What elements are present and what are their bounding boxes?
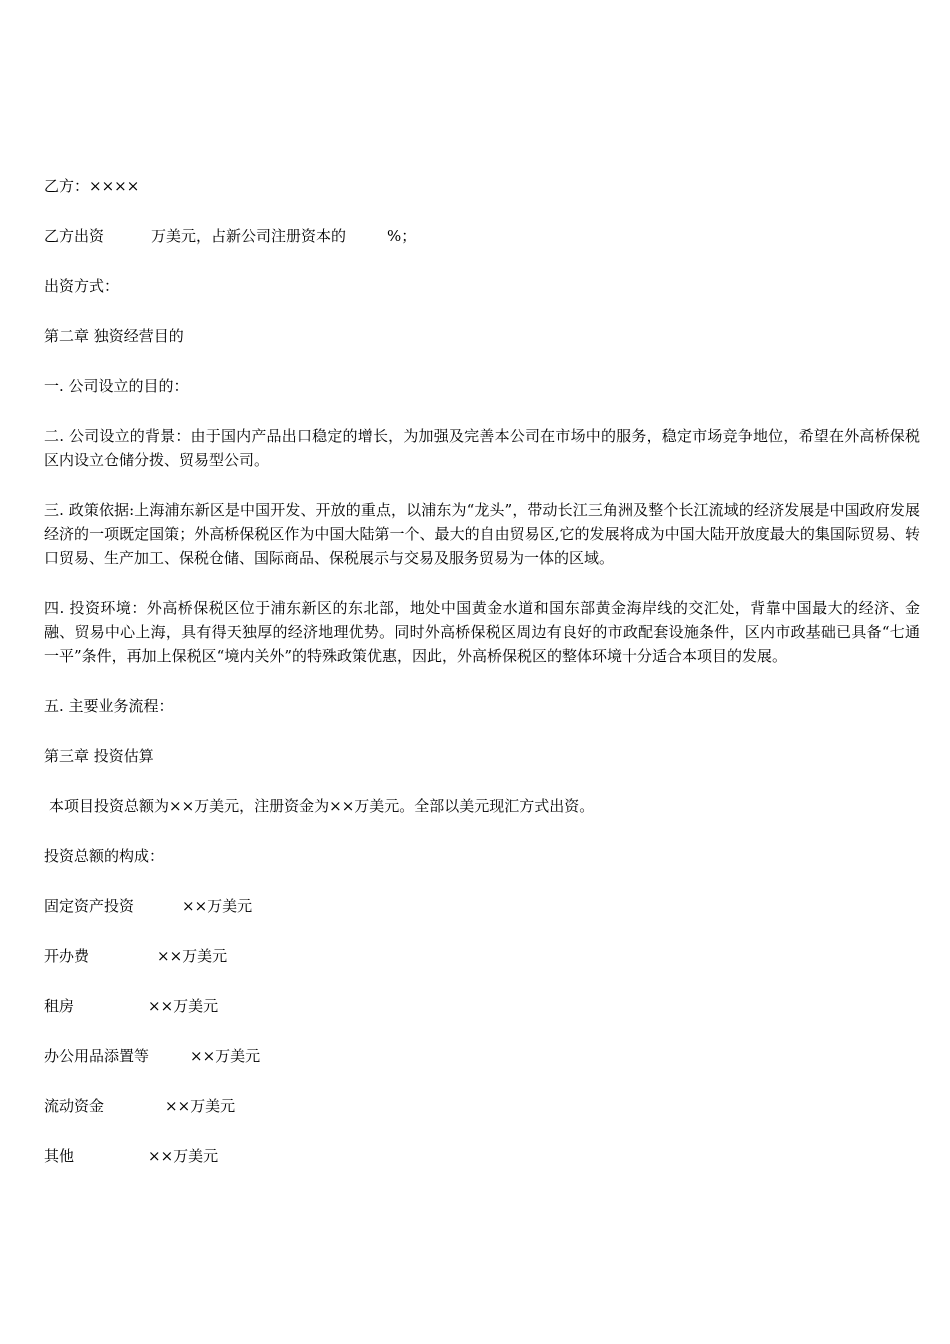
capital-line-part3: %；	[387, 227, 417, 245]
breakdown-value: ××万美元	[182, 897, 253, 915]
capital-contribution-line	[44, 224, 920, 248]
investment-total-line: 本项目投资总额为××万美元，注册资金为××万美元。全部以美元现汇方式出资。	[49, 797, 595, 815]
breakdown-row	[44, 1044, 920, 1068]
breakdown-value: ××万美元	[157, 947, 228, 965]
breakdown-row	[44, 894, 920, 918]
breakdown-value: ××万美元	[148, 1147, 219, 1165]
breakdown-label: 固定资产投资	[44, 897, 135, 915]
capital-line-part1: 乙方出资	[44, 227, 105, 245]
breakdown-value: ××万美元	[165, 1097, 236, 1115]
breakdown-row	[44, 1094, 920, 1118]
breakdown-label: 流动资金	[44, 1097, 105, 1115]
breakdown-value: ××万美元	[148, 997, 219, 1015]
breakdown-label: 租房	[44, 997, 75, 1015]
capital-line-part2: 万美元，占新公司注册资本的	[151, 227, 347, 245]
breakdown-value: ××万美元	[190, 1047, 261, 1065]
section-item-3: 三. 政策依据:上海浦东新区是中国开发、开放的重点，以浦东为“龙头”，带动长江三角洲及整个长江流域的经济发展是中国政府发展经济的一项既定国策；外高桥保税区作为中国大陆第一个、最大的自由贸易区,它的发展将成为中国大陆开放度最大的集国际贸易、转口贸易、生产加工、保税仓储、国际商品、保税展示与交易及服务贸易为一体的区域。	[44, 501, 920, 567]
chapter-3-title: 第三章 投资估算	[44, 747, 154, 765]
composition-heading: 投资总额的构成：	[44, 847, 165, 865]
section-item-5: 五. 主要业务流程：	[44, 697, 174, 715]
breakdown-row	[44, 944, 920, 968]
breakdown-row	[44, 1144, 920, 1168]
document-page	[44, 174, 920, 1194]
breakdown-row	[44, 994, 920, 1018]
party-b-line: 乙方：××××	[44, 177, 140, 195]
section-item-4: 四. 投资环境：外高桥保税区位于浦东新区的东北部，地处中国黄金水道和国东部黄金海岸线的交汇处，背靠中国最大的经济、金融、贸易中心上海，具有得天独厚的经济地理优势。同时外高桥保税区周边有良好的市政配套设施条件，区内市政基础已具备“七通一平”条件，再加上保税区“境内关外”的特殊政策优惠，因此，外高桥保税区的整体环境十分适合本项目的发展。	[44, 599, 920, 665]
breakdown-label: 办公用品添置等	[44, 1047, 150, 1065]
breakdown-label: 其他	[44, 1147, 75, 1165]
chapter-2-title: 第二章 独资经营目的	[44, 327, 184, 345]
contribution-method-line: 出资方式：	[44, 277, 120, 295]
section-item-1: 一. 公司设立的目的：	[44, 377, 189, 395]
section-item-2: 二. 公司设立的背景：由于国内产品出口稳定的增长，为加强及完善本公司在市场中的服务，稳定市场竞争地位，希望在外高桥保税区内设立仓储分拨、贸易型公司。	[44, 427, 920, 469]
breakdown-label: 开办费	[44, 947, 90, 965]
